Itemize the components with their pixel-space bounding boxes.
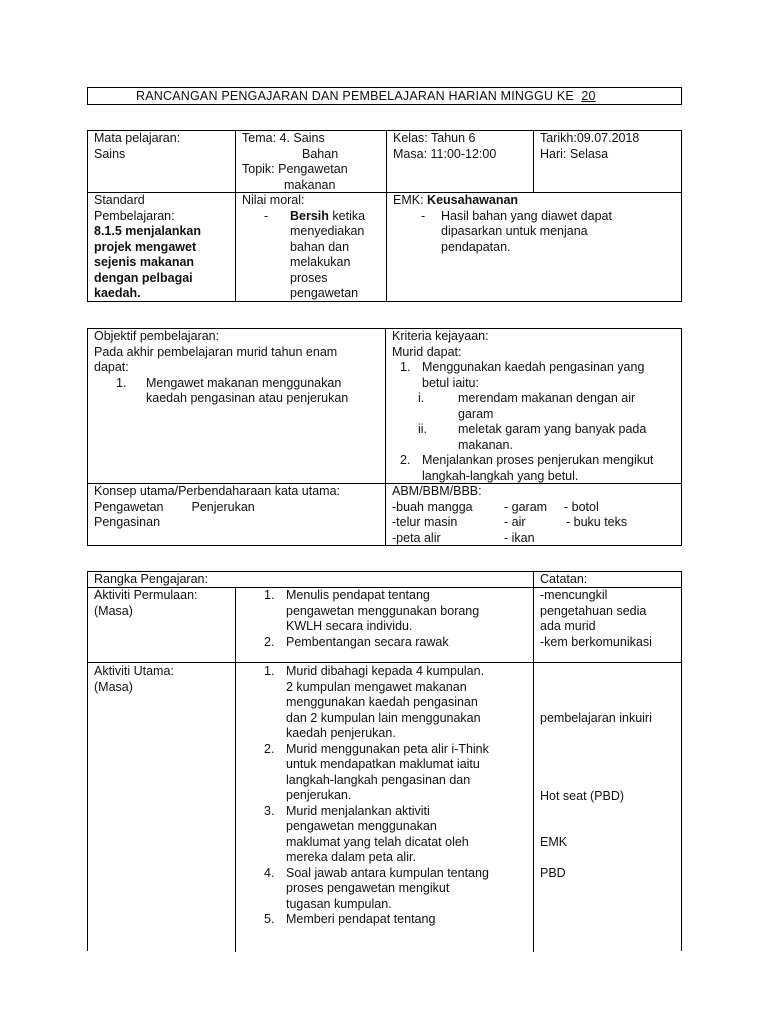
criteria-item: 2. Menjalankan proses penjerukan mengikut langkah-langkah yang betul. (400, 453, 654, 483)
main-note-hotseat: Hot seat (PBD) (540, 789, 625, 803)
main-note-emk: EMK (540, 835, 568, 849)
theme-cell: Tema: 4. Sains Bahan Topik: Pengawetan makanan (242, 131, 348, 192)
date-cell (534, 131, 682, 162)
criteria-item: 1. Menggunakan kaedah pengasinan yang betul iaitu: (400, 360, 645, 390)
list-item: 3. Murid menjalankan aktiviti pengawetan menggunakan maklumat yang telah dicatat oleh mereka dalam peta alir. (264, 803, 469, 864)
moral-label: Nilai moral: (242, 193, 305, 207)
framework-table (87, 571, 682, 951)
subject-label: Mata pelajaran: (94, 131, 181, 145)
criteria-subitem: ii. meletak garam yang banyak pada makanan. (418, 422, 647, 452)
class-cell (387, 131, 533, 162)
day-value: Hari: Selasa (540, 146, 609, 161)
objective-item: 1. Mengawet makanan menggunakan kaedah pengasinan atau penjerukan (116, 375, 349, 405)
list-item: 1. Murid dibahagi kepada 4 kumpulan. 2 kumpulan mengawet makanan menggunakan kaedah pengasinan dan 2 kumpulan lain menggunakan kaedah penjerukan. (264, 664, 485, 740)
page-title: RANCANGAN PENGAJARAN DAN PEMBELAJARAN HARIAN MINGGU KE 20 (136, 89, 596, 103)
concept-label: Konsep utama/Perbendaharaan kata utama: (94, 484, 341, 498)
main-activity-list (236, 664, 533, 928)
title-box (87, 87, 682, 105)
start-activity-label: Aktiviti Permulaan: (Masa) (94, 588, 198, 618)
start-activity-list (236, 588, 533, 650)
criteria-label: Kriteria kejayaan: (392, 329, 489, 343)
list-item: 2. Murid menggunakan peta alir i-Think untuk mendapatkan maklumat iaitu langkah-langkah pengasinan dan penjerukan. (264, 741, 489, 802)
criteria-cell: Kriteria kejayaan: Murid dapat: 1. Menggunakan kaedah pengasinan yang betul iaitu: i. merendam makanan dengan air garam ii. meletak garam yang banyak pada makanan. 2. Menjalankan proses penjerukan mengikut langkah-langkah yang betul. (386, 329, 682, 484)
objectives-table (87, 328, 682, 546)
main-activity-label: Aktiviti Utama: (Masa) (94, 664, 174, 694)
notes-label: Catatan: (540, 572, 588, 586)
abm-label: ABM/BBM/BBB: (392, 484, 482, 498)
list-item: 2. Pembentangan secara rawak (264, 634, 449, 649)
week-number: 20 (581, 89, 596, 103)
class-value: Kelas: Tahun 6 (393, 131, 476, 145)
objectives-cell: Objektif pembelajaran: Pada akhir pembelajaran murid tahun enam dapat: 1. Mengawet makanan menggunakan kaedah pengasinan atau penjerukan (88, 329, 385, 407)
standard-text: 8.1.5 menjalankan projek mengawet sejenis makanan dengan pelbagai kaedah. (94, 224, 202, 300)
abm-cell: ABM/BBM/BBB: -buah mangga - garam - botol -telur masin - air - buku teks -peta alir - ikan (386, 484, 682, 546)
standard-cell: Standard Pembelajaran: 8.1.5 menjalankan projek mengawet sejenis makanan dengan pelbagai kaedah. (88, 193, 235, 302)
framework-label: Rangka Pengajaran: (94, 572, 208, 586)
concept-cell: Konsep utama/Perbendaharaan kata utama: Pengawetan Penjerukan Pengasinan (88, 484, 385, 531)
start-notes: -mencungkil pengetahuan sedia ada murid -kem berkomunikasi (540, 588, 652, 649)
list-item: 1. Menulis pendapat tentang pengawetan menggunakan borang KWLH secara individu. (264, 588, 480, 633)
moral-value: Bersih (290, 208, 329, 223)
criteria-subitem: i. merendam makanan dengan air garam (418, 391, 636, 421)
list-item: 4. Soal jawab antara kumpulan tentang proses pengawetan mengikut tugasan kumpulan. (264, 865, 489, 911)
main-note-inquiry: pembelajaran inkuiri (540, 711, 652, 725)
emk-cell: EMK: Keusahawanan - Hasil bahan yang diawet dapat dipasarkan untuk menjana pendapatan. (393, 193, 612, 254)
info-table (87, 130, 682, 302)
time-value: Masa: 11:00-12:00 (393, 146, 497, 161)
objectives-label: Objektif pembelajaran: (94, 329, 220, 343)
moral-cell: Nilai moral: - Bersih ketika menyediakan bahan dan melakukan proses pengawetan (236, 193, 386, 302)
date-value: Tarikh:09.07.2018 (540, 131, 640, 145)
topic-value: Pengawetan (278, 162, 348, 176)
emk-value: Keusahawanan (427, 193, 519, 207)
main-note-pbd: PBD (540, 866, 566, 880)
list-item: 5. Memberi pendapat tentang (264, 912, 436, 926)
theme-value: 4. Sains (279, 131, 325, 145)
subject-value: Sains (94, 146, 126, 161)
subject-cell (88, 131, 235, 162)
